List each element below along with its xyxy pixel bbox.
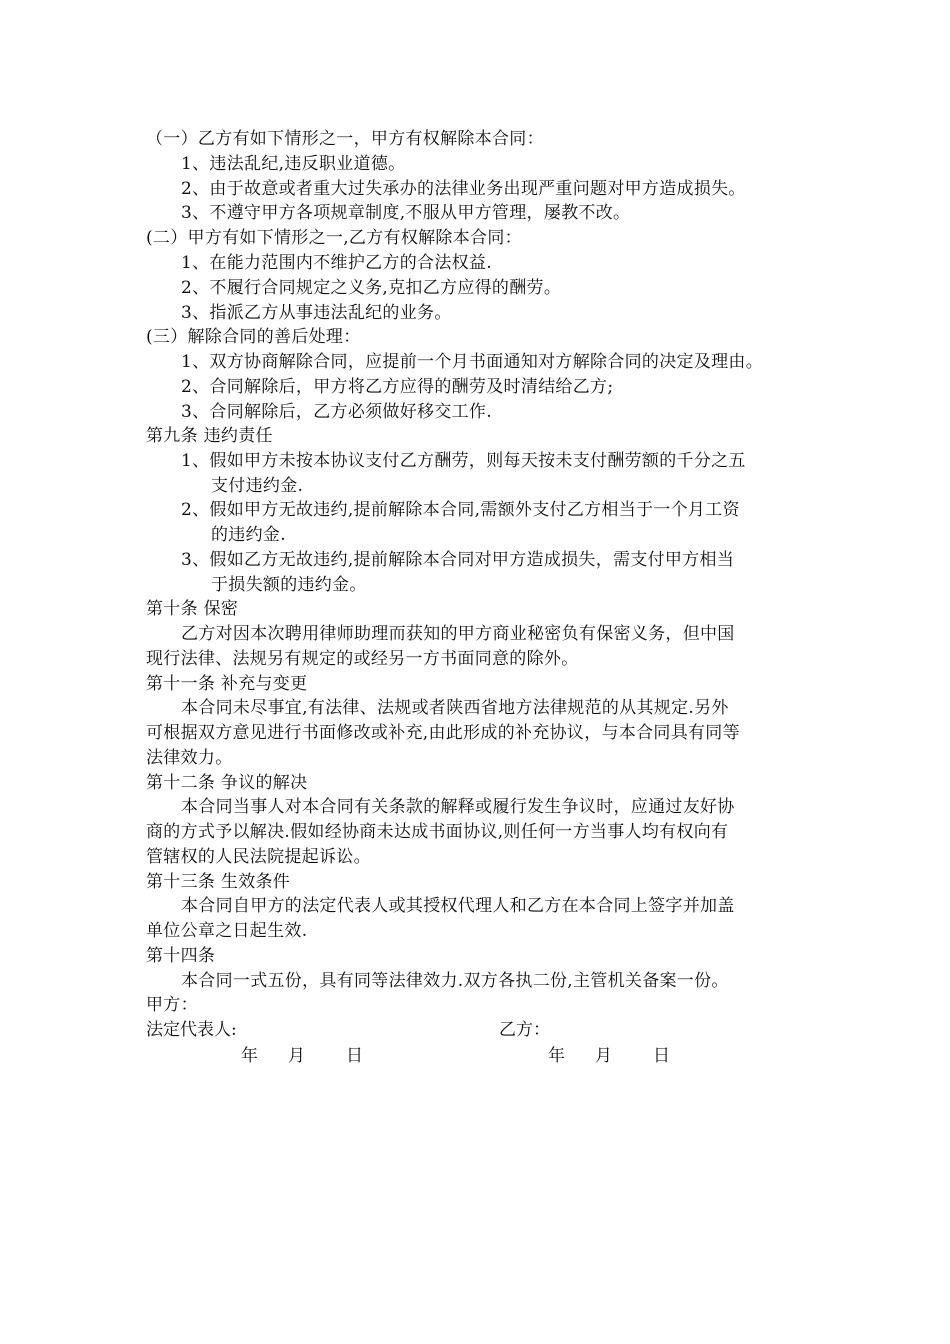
- s1-item2: 2、由于故意或者重大过失承办的法律业务出现严重问题对甲方造成损失。: [181, 179, 746, 199]
- article-11-title: 第十一条 补充与变更: [146, 674, 308, 694]
- s1-item3: 3、不遵守甲方各项规章制度,不服从甲方管理，屡教不改。: [181, 203, 631, 223]
- s2-item2: 2、不履行合同规定之义务,克扣乙方应得的酬劳。: [181, 278, 562, 298]
- article-9-item2: 2、假如甲方无故违约,提前解除本合同,需额外支付乙方相当于一个月工资: [181, 500, 740, 520]
- article-9-item1: 1、假如甲方未按本协议支付乙方酬劳，则每天按未支付酬劳额的千分之五: [181, 451, 746, 471]
- s3-item3: 3、合同解除后，乙方必须做好移交工作.: [181, 402, 492, 422]
- date-left-day: 日: [346, 1046, 363, 1066]
- article-13-title: 第十三条 生效条件: [146, 872, 291, 892]
- article-12-para-line1: 本合同当事人对本合同有关条款的解释或履行发生争议时，应通过友好协: [181, 797, 735, 817]
- article-9-item1-cont: 支付违约金.: [211, 476, 304, 496]
- s2-heading: (二）甲方有如下情形之一,乙方有权解除本合同：: [146, 228, 522, 248]
- date-right-day: 日: [653, 1046, 670, 1066]
- date-right-year: 年: [548, 1046, 565, 1066]
- article-14-title: 第十四条: [146, 946, 216, 966]
- article-11-para-line1: 本合同未尽事宜,有法律、法规或者陕西省地方法律规范的从其规定.另外: [181, 698, 729, 718]
- date-left-year: 年: [241, 1046, 258, 1066]
- article-12-para-line2: 商的方式予以解决.假如经协商未达成书面协议,则任何一方当事人均有权向有: [146, 822, 729, 842]
- article-9-item3: 3、假如乙方无故违约,提前解除本合同对甲方造成损失，需支付甲方相当: [181, 550, 735, 570]
- s1-heading: （一）乙方有如下情形之一，甲方有权解除本合同：: [146, 129, 544, 149]
- article-13-para-line1: 本合同自甲方的法定代表人或其授权代理人和乙方在本合同上签字并加盖: [181, 896, 735, 916]
- s3-item2: 2、合同解除后，甲方将乙方应得的酬劳及时清结给乙方;: [181, 377, 614, 397]
- article-11-para-line3: 法律效力。: [146, 748, 233, 768]
- article-12-title: 第十二条 争议的解决: [146, 773, 308, 793]
- article-14-para: 本合同一式五份，具有同等法律效力.双方各执二份,主管机关备案一份。: [181, 971, 729, 991]
- s3-item1: 1、双方协商解除合同，应提前一个月书面通知对方解除合同的决定及理由。: [181, 352, 764, 372]
- article-13-para-line2: 单位公章之日起生效.: [146, 921, 308, 941]
- date-right-month: 月: [595, 1046, 612, 1066]
- article-9-item2-cont: 的违约金.: [211, 525, 286, 545]
- article-10-para-line1: 乙方对因本次聘用律师助理而获知的甲方商业秘密负有保密义务，但中国: [181, 624, 735, 644]
- s3-heading: (三）解除合同的善后处理：: [146, 327, 361, 347]
- article-9-title: 第九条 违约责任: [146, 426, 273, 446]
- party-a-label: 甲方：: [146, 995, 198, 1015]
- article-9-item3-cont: 于损失额的违约金。: [211, 575, 367, 595]
- s1-item1: 1、违法乱纪,违反职业道德。: [181, 154, 406, 174]
- article-12-para-line3: 管辖权的人民法院提起诉讼。: [146, 847, 371, 867]
- date-left-month: 月: [288, 1046, 305, 1066]
- s2-item1: 1、在能力范围内不维护乙方的合法权益.: [181, 253, 492, 273]
- s2-item3: 3、指派乙方从事违法乱纪的业务。: [181, 303, 452, 323]
- article-10-title: 第十条 保密: [146, 599, 239, 619]
- party-b-label: 乙方：: [499, 1020, 550, 1040]
- article-10-para-line2: 现行法律、法规另有规定的或经另一方书面同意的除外。: [146, 649, 579, 669]
- legal-representative-label: 法定代表人:: [146, 1020, 237, 1040]
- article-11-para-line2: 可根据双方意见进行书面修改或补充,由此形成的补充协议，与本合同具有同等: [146, 723, 740, 743]
